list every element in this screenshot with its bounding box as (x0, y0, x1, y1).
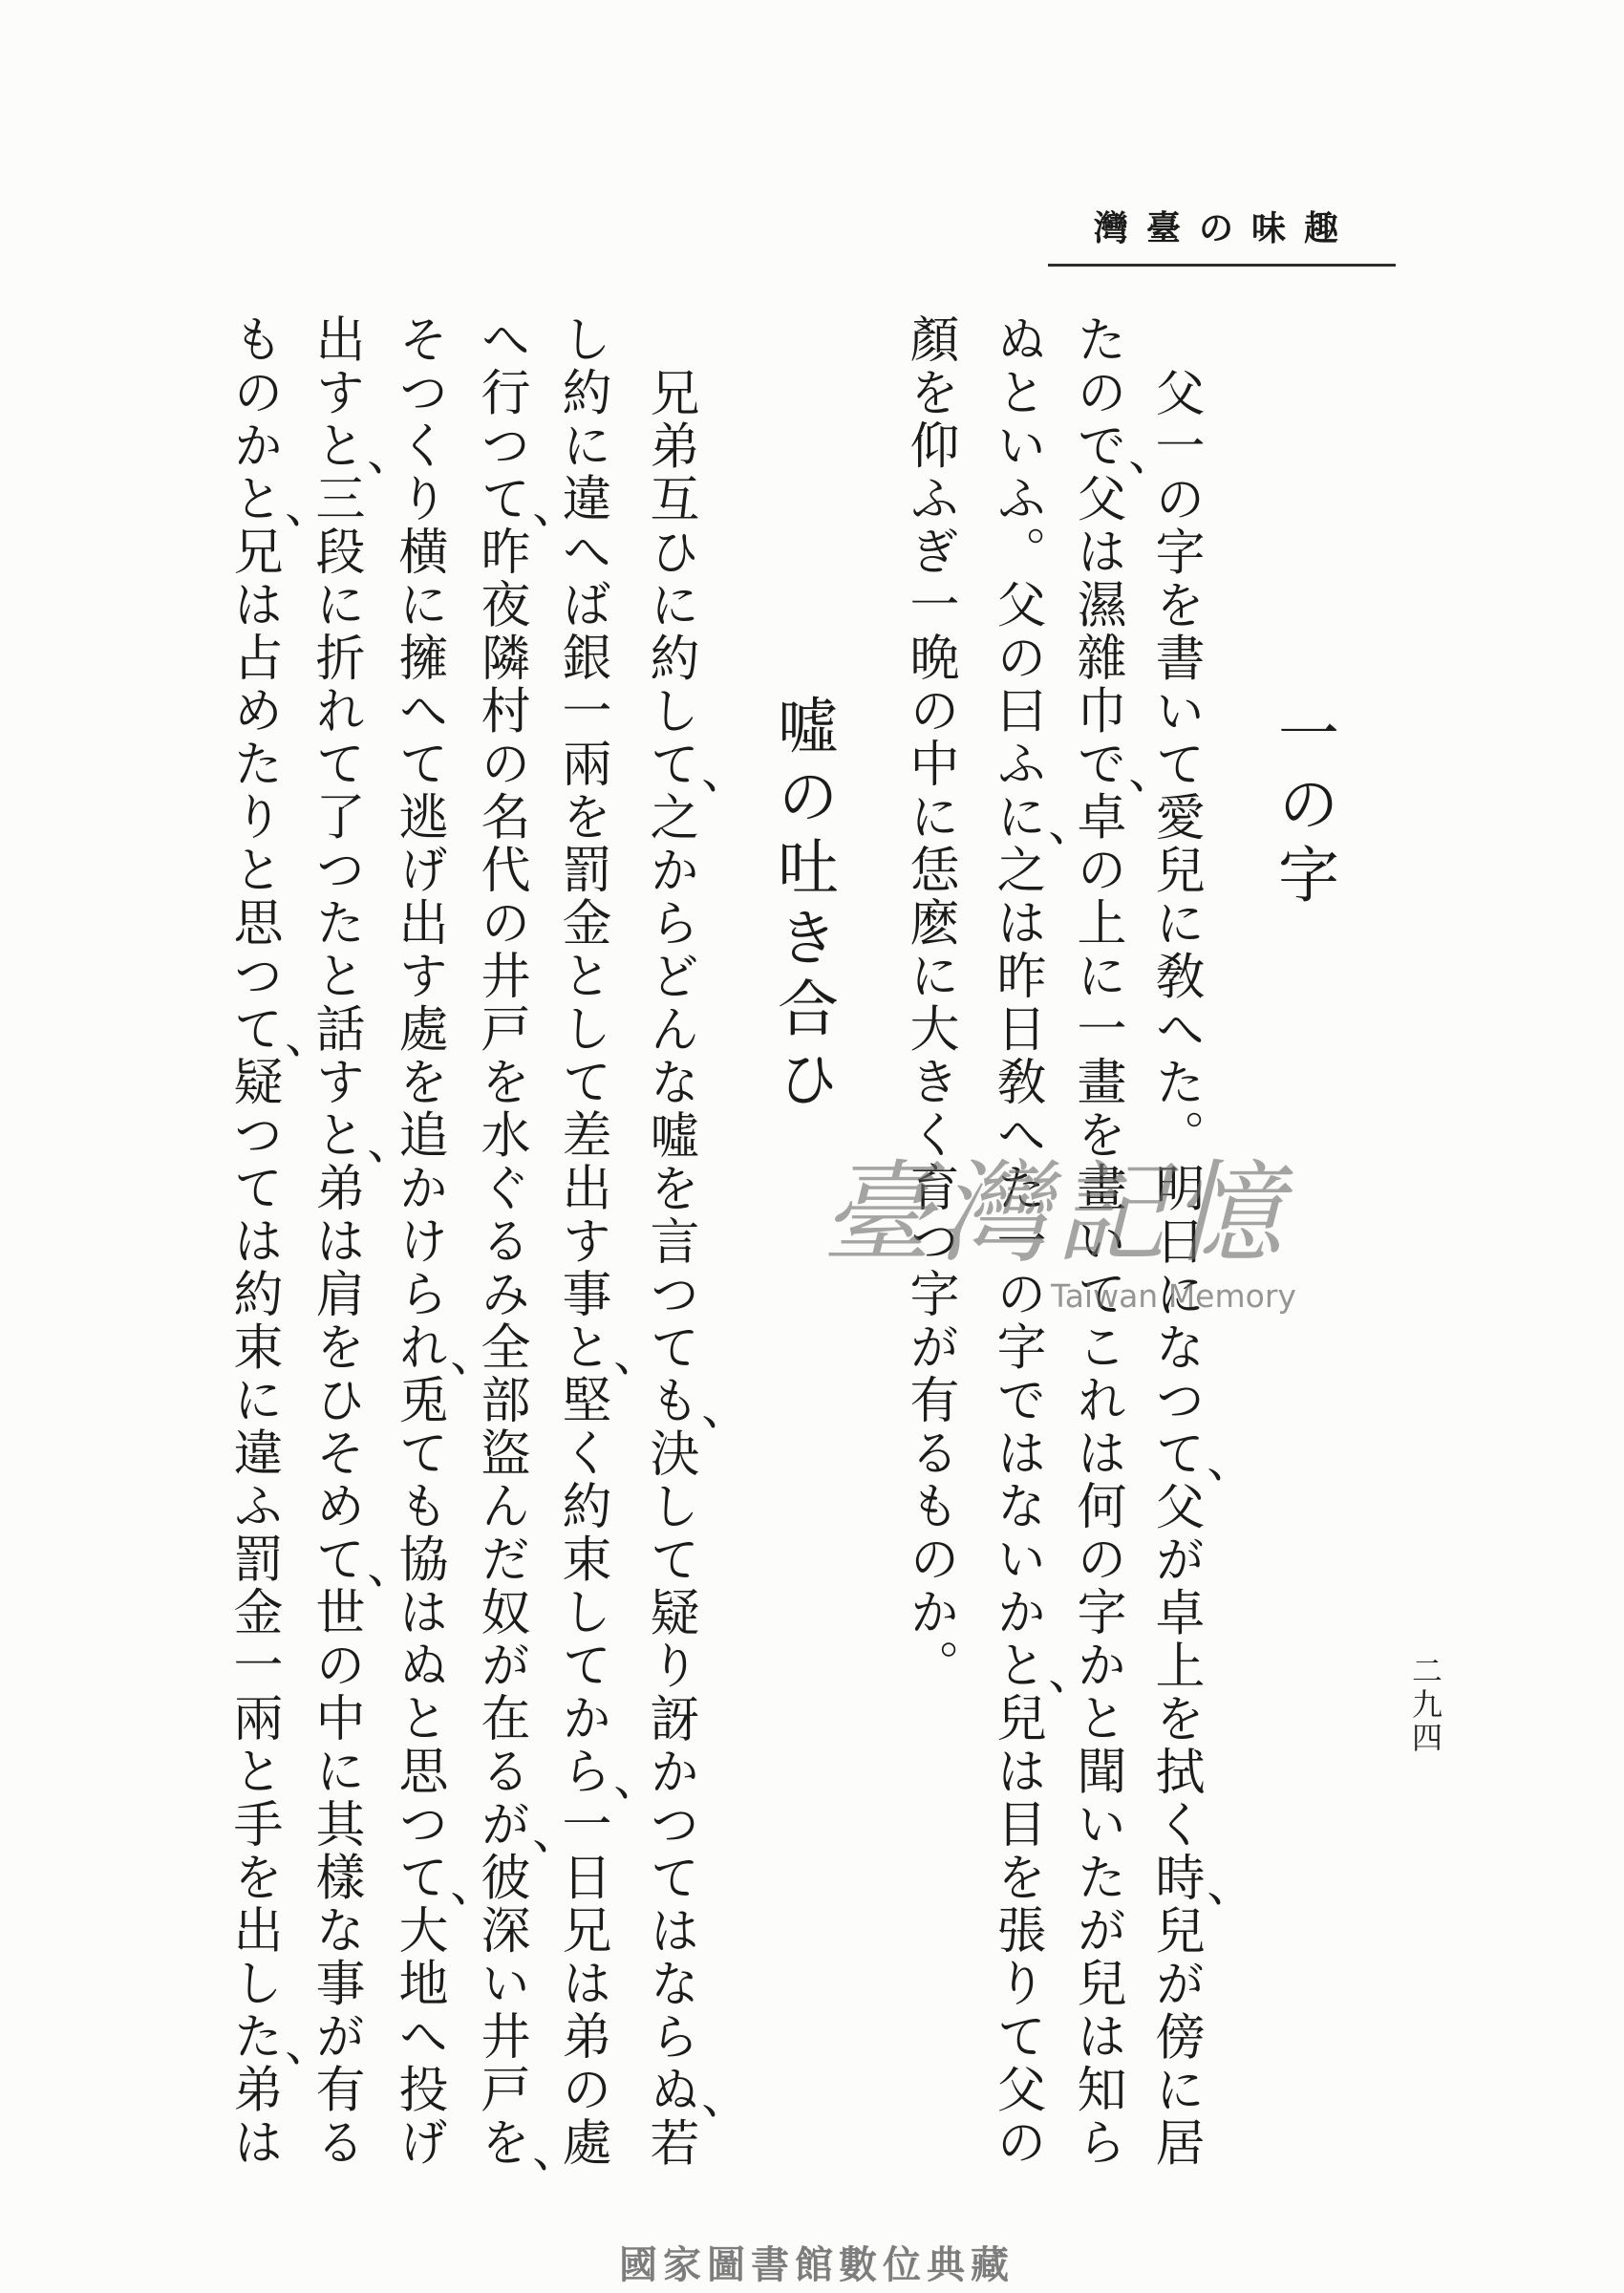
text-column: ぬといふ。父の曰ふに之は昨日敎へた一の字ではないかと兒は目を張りて父の (988, 313, 1045, 2170)
watermark-latin-text: Taiwan Memory (1051, 1277, 1296, 1315)
text-column: 出すと三段に折れて了つたと話すと弟は肩をひそめて世の中に其樣な事が有る (307, 313, 364, 2170)
page-number: 二九四 (1407, 1655, 1443, 1755)
text-column: たので父は濕雜巾で卓の上に一畫を畫いてこれは何の字かと聞いたが兒は知ら (1068, 313, 1125, 2170)
text-column: 兄弟互ひに約して之からどんな噓を言つても決して疑り訝かつてはならぬ若 (641, 366, 698, 2170)
text-column: そつくり横に擁へて逃げ出す處を追かけられ兎ても協はぬと思つて大地へ投げ (390, 313, 447, 2170)
text-column: し約に違へば銀一兩を罰金として差出す事と堅く約束してから一日兄は弟の處 (553, 313, 610, 2170)
text-column: ものかと兄は占めたりと思つて疑つては約束に違ふ罰金一兩と手を出した弟は (224, 313, 282, 2170)
section-title: 噓の吐き合ひ (767, 694, 838, 1118)
text-column: へ行つて昨夜隣村の名代の井戸を水ぐるみ全部盜んだ奴が在るが彼深い井戸を (472, 313, 529, 2170)
text-column: 顏を仰ふぎ一晩の中に恁麽に大きく育つ字が有るものか。 (901, 313, 958, 1692)
running-header-rule (1048, 264, 1396, 267)
text-column: 父一の字を書いて愛兒に敎へた。明日になつて父が卓上を拭く時兒が傍に居 (1146, 366, 1204, 2170)
section-title: 一の字 (1268, 701, 1338, 913)
archive-credit-footer: 國家圖書館數位典藏 (619, 2242, 1015, 2287)
running-header-title: 趣味の臺灣 (1093, 208, 1357, 248)
watermark-logo: 臺灣記憶 (822, 1149, 1288, 1278)
